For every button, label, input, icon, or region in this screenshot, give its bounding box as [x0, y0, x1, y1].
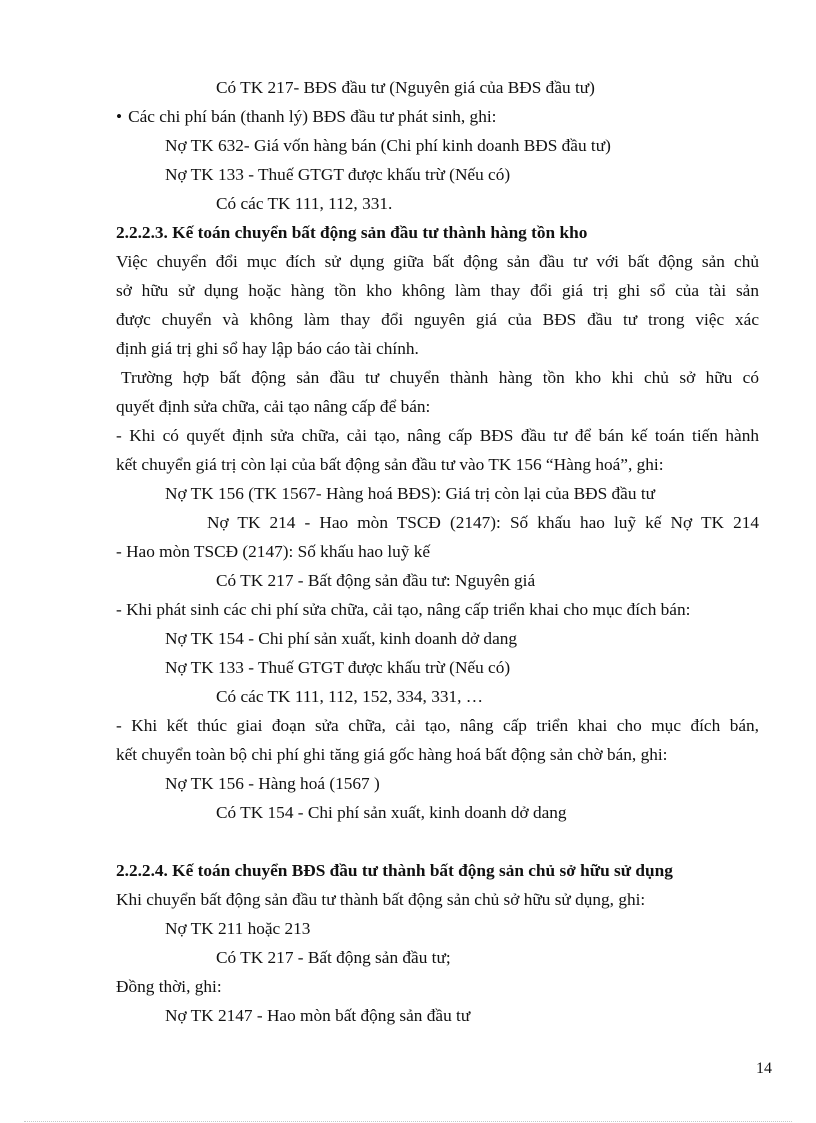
text-line: Có TK 217 - Bất động sản đầu tư: Nguyên giá — [216, 571, 536, 590]
text-line: Nợ TK 211 hoặc 213 — [165, 919, 311, 938]
page-bottom-divider — [24, 1121, 792, 1122]
paragraph-line: Trường hợp bất động sản đầu tư chuyển thành hàng tồn kho khi chủ sở hữu có — [121, 368, 759, 387]
section-heading: 2.2.2.4. Kế toán chuyển BĐS đầu tư thành bất động sản chủ sở hữu sử dụng — [116, 861, 673, 880]
paragraph-line: kết chuyển giá trị còn lại của bất động sản đầu tư vào TK 156 “Hàng hoá”, ghi: — [116, 455, 664, 474]
text-line: Nợ TK 154 - Chi phí sản xuất, kinh doanh dở dang — [165, 629, 518, 648]
section-heading: 2.2.2.3. Kế toán chuyển bất động sản đầu tư thành hàng tồn kho — [116, 223, 588, 242]
text-line: Có TK 217- BĐS đầu tư (Nguyên giá của BĐS đầu tư) — [216, 78, 595, 97]
paragraph-line: được chuyển và không làm thay đổi nguyên giá của BĐS đầu tư trong việc xác — [116, 310, 759, 329]
text-line: Nợ TK 133 - Thuế GTGT được khấu trừ (Nếu có) — [165, 658, 511, 677]
text-line: Nợ TK 156 - Hàng hoá (1567 ) — [165, 774, 380, 793]
text-line: Nợ TK 133 - Thuế GTGT được khấu trừ (Nếu có) — [165, 165, 511, 184]
text-line: Nợ TK 214 - Hao mòn TSCĐ (2147): Số khấu hao luỹ kế Nợ TK 214 — [207, 513, 759, 532]
text-line: Nợ TK 2147 - Hao mòn bất động sản đầu tư — [165, 1006, 471, 1025]
text-line: - Hao mòn TSCĐ (2147): Số khấu hao luỹ kế — [116, 542, 431, 561]
bullet-item: • Các chi phí bán (thanh lý) BĐS đầu tư phát sinh, ghi: — [116, 102, 496, 131]
paragraph-line: Khi chuyển bất động sản đầu tư thành bất động sản chủ sở hữu sử dụng, ghi: — [116, 890, 646, 909]
paragraph-line: kết chuyển toàn bộ chi phí ghi tăng giá gốc hàng hoá bất động sản chờ bán, ghi: — [116, 745, 668, 764]
text-line: Đồng thời, ghi: — [116, 977, 222, 996]
paragraph-line: định giá trị ghi sổ hay lập báo cáo tài chính. — [116, 339, 419, 358]
paragraph-line: - Khi phát sinh các chi phí sửa chữa, cải tạo, nâng cấp triển khai cho mục đích bán: — [116, 600, 691, 619]
text-line: Có các TK 111, 112, 331. — [216, 194, 393, 213]
text-line: Có TK 217 - Bất động sản đầu tư; — [216, 948, 451, 967]
text-line: Nợ TK 632- Giá vốn hàng bán (Chi phí kinh doanh BĐS đầu tư) — [165, 136, 611, 155]
page-number: 14 — [756, 1060, 772, 1077]
text-line: Nợ TK 156 (TK 1567- Hàng hoá BĐS): Giá trị còn lại của BĐS đầu tư — [165, 484, 655, 503]
text-line: Có TK 154 - Chi phí sản xuất, kinh doanh dở dang — [216, 803, 567, 822]
paragraph-line: Việc chuyển đổi mục đích sử dụng giữa bất động sản đầu tư với bất động sản chủ — [116, 252, 759, 271]
text-line: Có các TK 111, 112, 152, 334, 331, … — [216, 687, 484, 706]
paragraph-line: quyết định sửa chữa, cải tạo nâng cấp để bán: — [116, 397, 431, 416]
paragraph-line: - Khi kết thúc giai đoạn sửa chữa, cải tạo, nâng cấp triển khai cho mục đích bán, — [116, 716, 759, 735]
paragraph-line: - Khi có quyết định sửa chữa, cải tạo, nâng cấp BĐS đầu tư để bán kế toán tiến hành — [116, 426, 759, 445]
paragraph-line: sở hữu sử dụng hoặc hàng tồn kho không làm thay đổi giá trị ghi sổ của tài sản — [116, 281, 759, 300]
